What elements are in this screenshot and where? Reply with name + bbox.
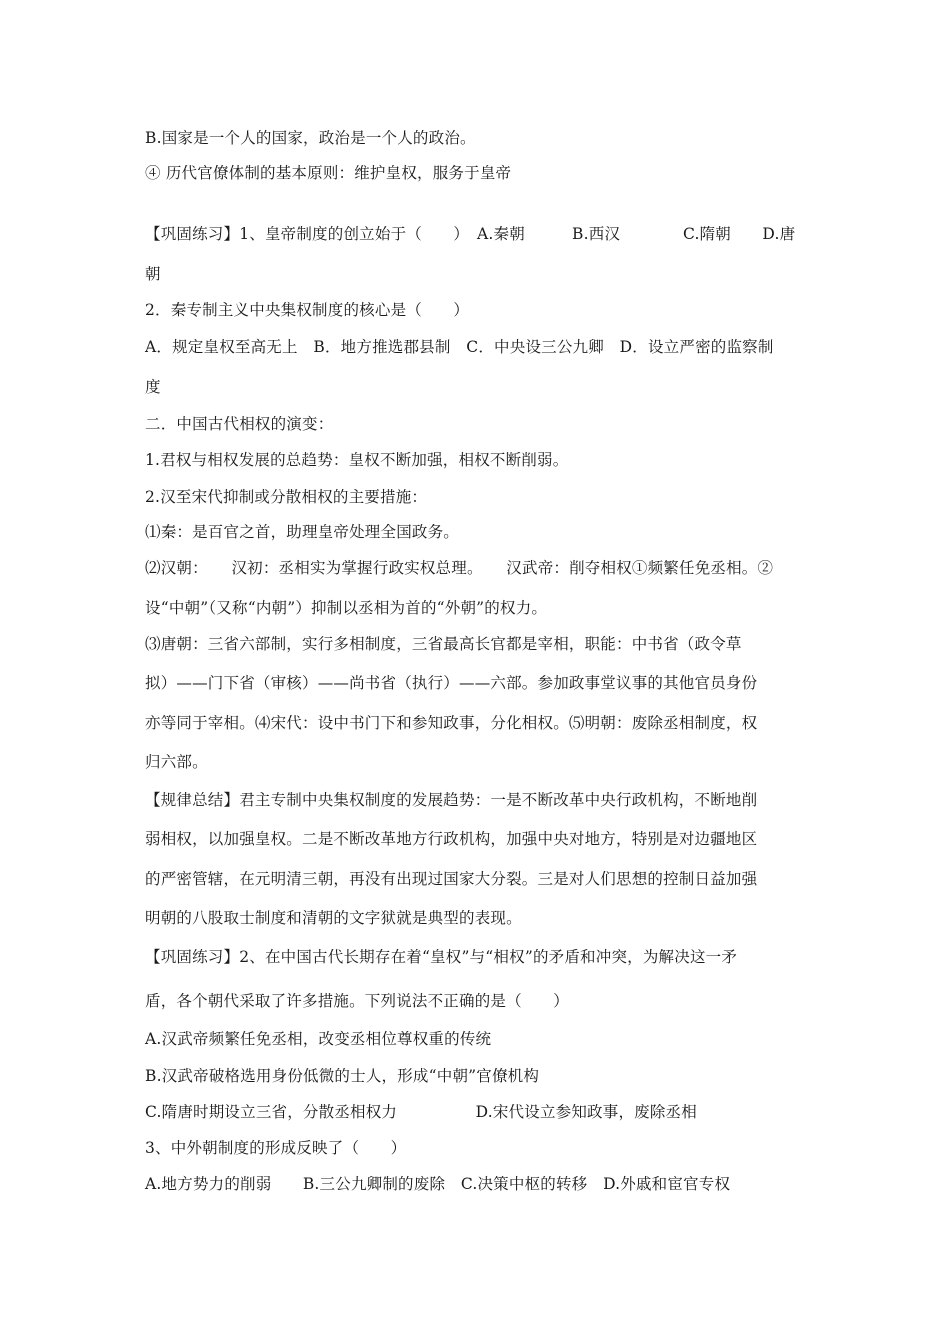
exercise-4-question: 3、中外朝制度的形成反映了（ ） bbox=[145, 1139, 407, 1157]
measure-tang: ⑶唐朝：三省六部制，实行多相制度，三省最高长官都是宰相，职能：中书省（政令草 bbox=[145, 635, 742, 653]
measure-tang-line-2: 拟）——门下省（审核）——尚书省（执行）——六部。参加政事堂议事的其他官员身份 bbox=[145, 674, 758, 692]
measure-han: ⑵汉朝： 汉初：丞相实为掌握行政实权总理。 汉武帝：削夺相权①频繁任免丞相。② bbox=[145, 559, 774, 577]
exercise-1-continuation: 朝 bbox=[145, 265, 161, 283]
exercise-3-option-c-d: C.隋唐时期设立三省，分散丞相权力 D.宋代设立参知政事，废除丞相 bbox=[145, 1103, 697, 1121]
measure-song-ming: 亦等同于宰相。⑷宋代：设中书门下和参知政事，分化相权。⑸明朝：废除丞相制度，权 bbox=[145, 714, 758, 732]
exercise-3-option-a: A.汉武帝频繁任免丞相，改变丞相位尊权重的传统 bbox=[145, 1030, 492, 1048]
measure-qin: ⑴秦：是百官之首，助理皇帝处理全国政务。 bbox=[145, 523, 460, 541]
exercise-3-question-continuation: 盾，各个朝代采取了许多措施。下列说法不正确的是（ ） bbox=[145, 992, 569, 1010]
exercise-2-question: 2．秦专制主义中央集权制度的核心是（ ） bbox=[145, 301, 470, 319]
measures-heading: 2.汉至宋代抑制或分散相权的主要措施： bbox=[145, 488, 428, 506]
exercise-4-options: A.地方势力的削弱 B.三公九卿制的废除 C.决策中枢的转移 D.外戚和宦官专权 bbox=[145, 1175, 731, 1193]
summary-line-3: 的严密管辖，在元明清三朝，再没有出现过国家大分裂。三是对人们思想的控制日益加强 bbox=[145, 870, 758, 888]
exercise-3-option-b: B.汉武帝破格选用身份低微的士人，形成“中朝”官僚机构 bbox=[145, 1067, 540, 1085]
exercise-1-question: 【巩固练习】1、皇帝制度的创立始于（ ） A.秦朝 B.西汉 C.隋朝 D.唐 bbox=[145, 225, 796, 243]
measure-han-continuation: 设“中朝”（又称“内朝”）抑制以丞相为首的“外朝”的权力。 bbox=[145, 599, 548, 617]
summary-line-1: 【规律总结】君主专制中央集权制度的发展趋势：一是不断改革中央行政机构，不断地削 bbox=[145, 791, 758, 809]
exercise-2-options: A．规定皇权至高无上 B．地方推选郡县制 C．中央设三公九卿 D．设立严密的监察制 bbox=[145, 338, 774, 356]
exercise-2-continuation: 度 bbox=[145, 378, 161, 396]
measure-ming-continuation: 归六部。 bbox=[145, 753, 208, 771]
summary-line-4: 明朝的八股取士制度和清朝的文字狱就是典型的表现。 bbox=[145, 909, 522, 927]
trend-line: 1.君权与相权发展的总趋势：皇权不断加强，相权不断削弱。 bbox=[145, 451, 569, 469]
text-line-option-b: B.国家是一个人的国家，政治是一个人的政治。 bbox=[145, 129, 476, 147]
summary-line-2: 弱相权，以加强皇权。二是不断改革地方行政机构，加强中央对地方，特别是对边疆地区 bbox=[145, 830, 758, 848]
text-line-principle: ④ 历代官僚体制的基本原则：维护皇权，服务于皇帝 bbox=[145, 164, 512, 182]
section-heading: 二．中国古代相权的演变： bbox=[145, 415, 334, 433]
exercise-3-question: 【巩固练习】2、在中国古代长期存在着“皇权”与“相权”的矛盾和冲突，为解决这一矛 bbox=[145, 948, 738, 966]
